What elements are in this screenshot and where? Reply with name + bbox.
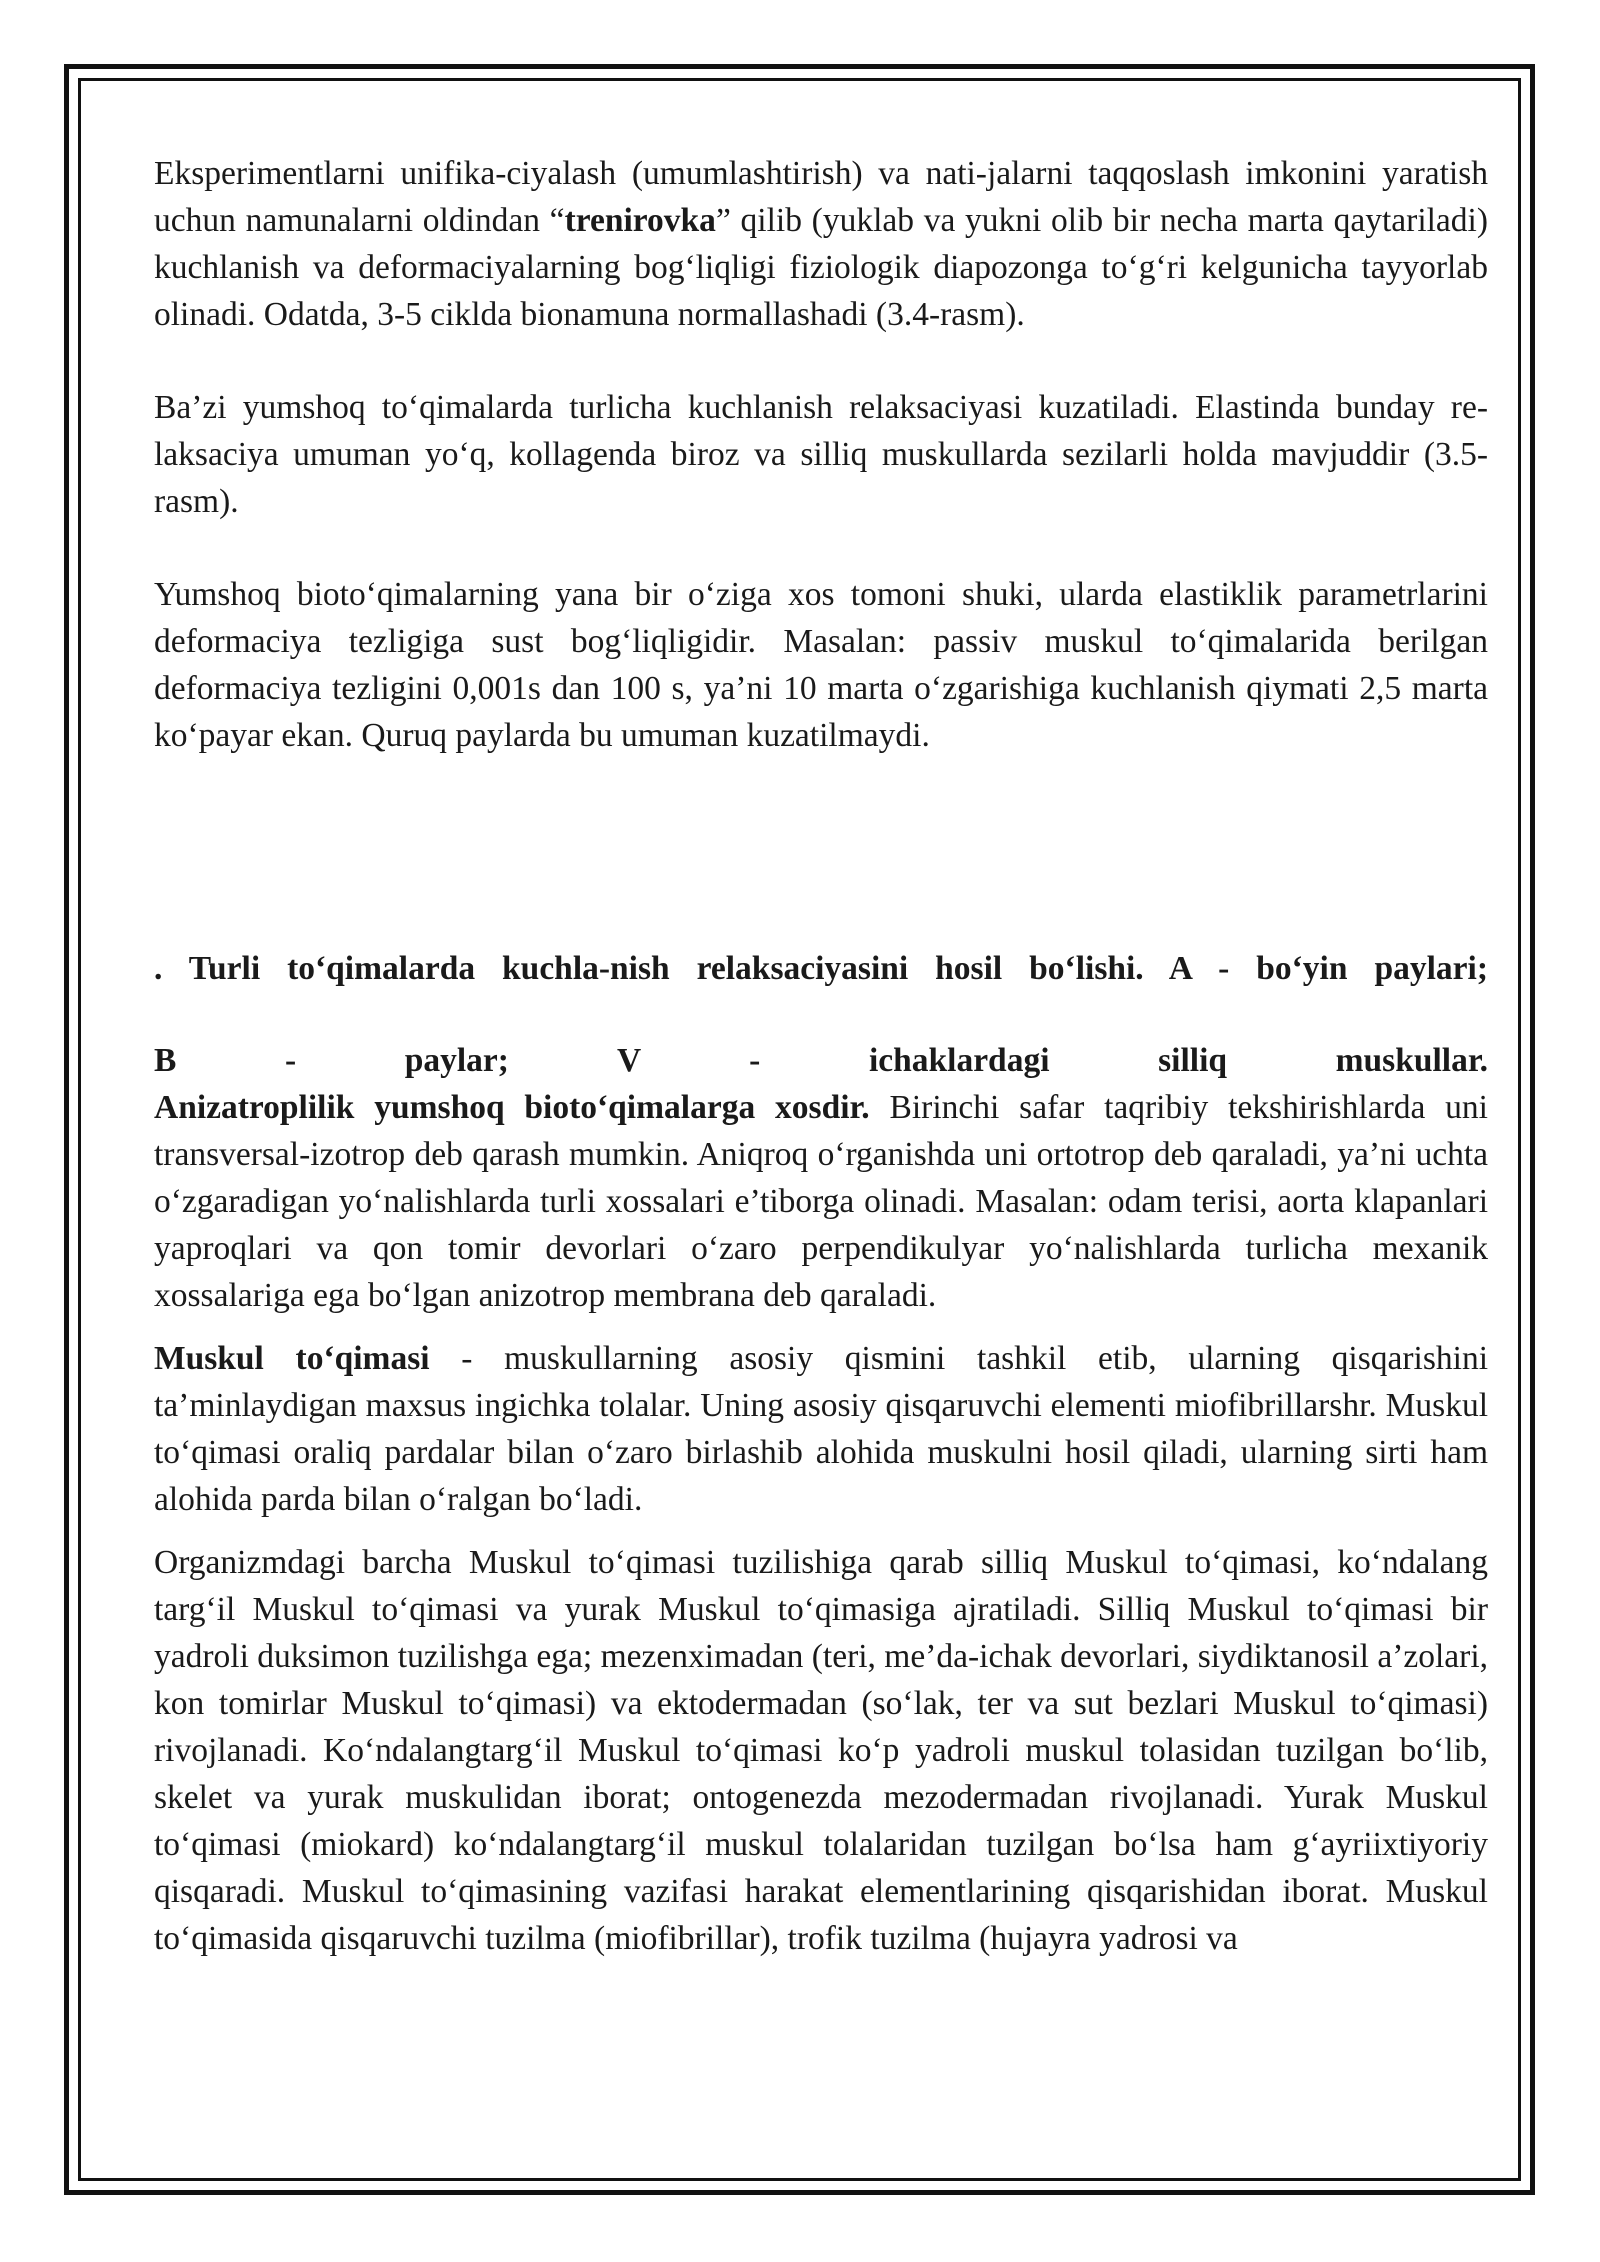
paragraph-muscle-types: Organizmdagi barcha Muskul to‘qimasi tuzilishiga qarab silliq Muskul to‘qimasi, ko‘ndalang targ‘il Muskul to‘qimasi va yurak Muskul to‘qimasiga ajratiladi. Silliq Muskul to‘qimasi bir yadroli duksimon tuzilishga ega; mezenximadan (teri, me’da-ichak devorlari, siydiktanosil a’zolari, kon tomirlar Muskul to‘qimasi) va ektodermadan (so‘lak, ter va sut bezlari Muskul to‘qimasi) rivojlanadi. Ko‘ndalangtarg‘il Muskul to‘qimasi ko‘p yadroli muskul tolasidan tuzilgan bo‘lib, skelet va yurak muskulidan iborat; ontogenezda mezodermadan rivojlanadi. Yurak Muskul to‘qimasi (miokard) ko‘ndalangtarg‘il muskul tolalaridan tuzilgan bo‘lsa ham g‘ayriixtiyoriy qisqaradi. Muskul to‘qimasining vazifasi harakat elementlarining qisqarishidan iborat. Muskul to‘qimasida qisqaruvchi tuzilma (miofibrillar), trofik tuzilma (hujayra yadrosi va (154, 1544, 1488, 1957)
spacer (154, 1523, 1488, 1539)
paragraph-training (154, 150, 1488, 338)
spacer (154, 992, 1488, 1037)
paragraph-text: Ba’zi yumshoq to‘qimalarda turlicha kuchlanish relaksaciyasi kuzatiladi. Elastinda bunday re-laksaciya umuman yo‘q, kollagenda biroz va silliq muskullarda sezilarli holda mavjuddir (154, 389, 1488, 473)
paragraph-relaxation (154, 384, 1488, 525)
paragraph-text: Birinchi safar taqribiy tekshirishlarda uni transversal-izotrop deb qarash mumkin. Aniqroq o‘rganishda uni ortotrop deb qaraladi, ya’ni uchta o‘zgaradigan yo‘nalishlarda turli xossalari e’tiborga olinadi. Masalan: odam terisi, aorta klapanlari yaproqlari va qon tomir devorlari o‘zaro perpendikulyar yo‘nalishlarda turlicha mexanik xossalariga ega bo‘lgan anizotrop membrana deb qaraladi. (154, 1089, 1488, 1314)
paragraph-muscle-tissue (154, 1335, 1488, 1523)
spacer (154, 525, 1488, 571)
figure-caption-line-1: . Turli to‘qimalarda kuchla-nish relaksaciyasini hosil bo‘lishi. A - bo‘yin paylari; (154, 950, 1488, 987)
paragraph-text: - muskullarning asosiy qismini tashkil etib, ularning qisqarishini ta’minlaydigan maxsus ingichka tolalar. Uning asosiy qisqaruvchi elementi miofibrillarshr. Muskul to‘qimasi oraliq pardalar bilan o‘zaro birlashib alohida muskulni hosil qiladi, ularning sirti ham alohida parda bilan o‘ralgan bo‘ladi. (154, 1340, 1488, 1518)
figure-placeholder (154, 759, 1488, 945)
paragraph-text: Eksperimentlarni unifika-ciyalash (umumlashtirish) va nati-jalarni taqqoslash imkonini yaratish uchun namunalarni oldindan “ (154, 155, 1488, 239)
paragraph-text: ” qilib (yuklab va yukni olib bir necha marta qaytariladi) kuchlanish va deformaciyalarning bog‘liqligi fiziologik diapozonga to‘g‘ri kelgunicha tayyorlab olinadi. Odatda, 3-5 ciklda bionamuna normallashadi (3.4-rasm). (154, 202, 1489, 333)
paragraph-elasticity: Yumshoq bioto‘qimalarning yana bir o‘ziga xos tomoni shuki, ularda elastiklik parametrlarini deformaciya tezligiga sust bog‘liqligidir. Masalan: passiv muskul to‘qimalarida berilgan deformaciya tezligini 0,001s dan 100 s, ya’ni 10 marta o‘zgarishiga kuchlanish qiymati 2,5 marta ko‘payar ekan. Quruq paylarda bu umuman kuzatilmaydi. (154, 576, 1488, 754)
spacer (154, 1319, 1488, 1335)
document-body (154, 150, 1488, 1962)
bold-term: Muskul to‘qimasi (154, 1340, 430, 1377)
paragraph-anisotropy (154, 1084, 1488, 1319)
spacer (154, 338, 1488, 384)
bold-heading: Anizatroplilik yumshoq bioto‘qimalarga xosdir. (154, 1089, 870, 1126)
bold-term: trenirovka (564, 202, 716, 239)
figure-caption-line-2: B - paylar; V - ichaklardagi silliq muskullar. (154, 1042, 1488, 1079)
figure-reference: (3.5-rasm). (154, 436, 1488, 520)
